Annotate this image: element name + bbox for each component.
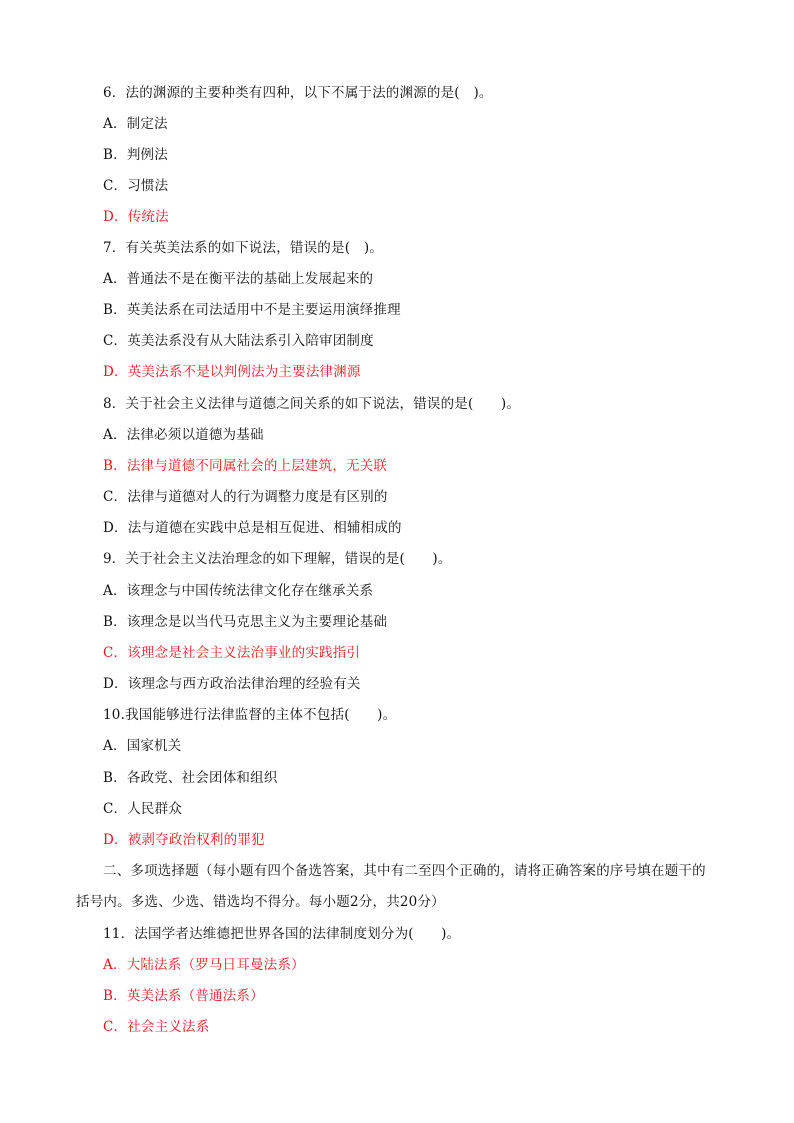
question-9-option-b: B．该理念是以当代马克思主义为主要理论基础 xyxy=(103,614,388,630)
question-10-option-b: B．各政党、社会团体和组织 xyxy=(103,770,278,786)
question-9-option-d: D．该理念与西方政治法律治理的经验有关 xyxy=(103,676,361,692)
question-8-option-d: D．法与道德在实践中总是相互促进、相辅相成的 xyxy=(103,520,402,536)
question-10-stem: 10.我国能够进行法律监督的主体不包括( )。 xyxy=(103,707,397,723)
question-6-option-a: A．制定法 xyxy=(103,116,168,132)
question-6-option-d-answer: D．传统法 xyxy=(103,209,169,225)
question-11-option-c-answer: C．社会主义法系 xyxy=(103,1019,210,1035)
question-7-option-c: C．英美法系没有从大陆法系引入陪审团制度 xyxy=(103,333,374,349)
question-8-option-b-answer: B．法律与道德不同属社会的上层建筑，无关联 xyxy=(103,458,388,474)
question-6-option-c: C．习惯法 xyxy=(103,178,169,194)
question-11-option-b-answer: B．英美法系（普通法系） xyxy=(103,988,264,1004)
question-10-option-c: C．人民群众 xyxy=(103,801,183,817)
section-heading-line-2: 括号内。多选、少选、错选均不得分。每小题2分，共20分） xyxy=(76,894,445,910)
question-6-option-b: B．判例法 xyxy=(103,147,168,163)
question-8-option-a: A．法律必须以道德为基础 xyxy=(103,427,264,443)
question-10-option-d-answer: D．被剥夺政治权利的罪犯 xyxy=(103,832,265,848)
question-6-stem: 6．法的渊源的主要种类有四种，以下不属于法的渊源的是( )。 xyxy=(103,85,493,101)
question-8-option-c: C．法律与道德对人的行为调整力度是有区别的 xyxy=(103,489,388,505)
section-heading-line-1: 二、多项选择题（每小题有四个备选答案，其中有二至四个正确的，请将正确答案的序号填在题干的 xyxy=(103,863,706,879)
question-7-option-a: A．普通法不是在衡平法的基础上发展起来的 xyxy=(103,271,374,287)
question-7-option-b: B．英美法系在司法适用中不是主要运用演绎推理 xyxy=(103,302,401,318)
question-8-stem: 8．关于社会主义法律与道德之间关系的如下说法，错误的是( )。 xyxy=(103,396,521,412)
question-7-stem: 7．有关英美法系的如下说法，错误的是( )。 xyxy=(103,240,384,256)
question-11-stem: 11．法国学者达维德把世界各国的法律制度划分为( )。 xyxy=(103,926,461,942)
question-9-stem: 9．关于社会主义法治理念的如下理解，错误的是( )。 xyxy=(103,551,452,567)
question-11-option-a-answer: A．大陆法系（罗马日耳曼法系） xyxy=(103,957,305,973)
question-9-option-c-answer: C．该理念是社会主义法治事业的实践指引 xyxy=(103,645,361,661)
question-9-option-a: A．该理念与中国传统法律文化存在继承关系 xyxy=(103,583,374,599)
question-7-option-d-answer: D．英美法系不是以判例法为主要法律渊源 xyxy=(103,364,361,380)
question-10-option-a: A．国家机关 xyxy=(103,738,182,754)
